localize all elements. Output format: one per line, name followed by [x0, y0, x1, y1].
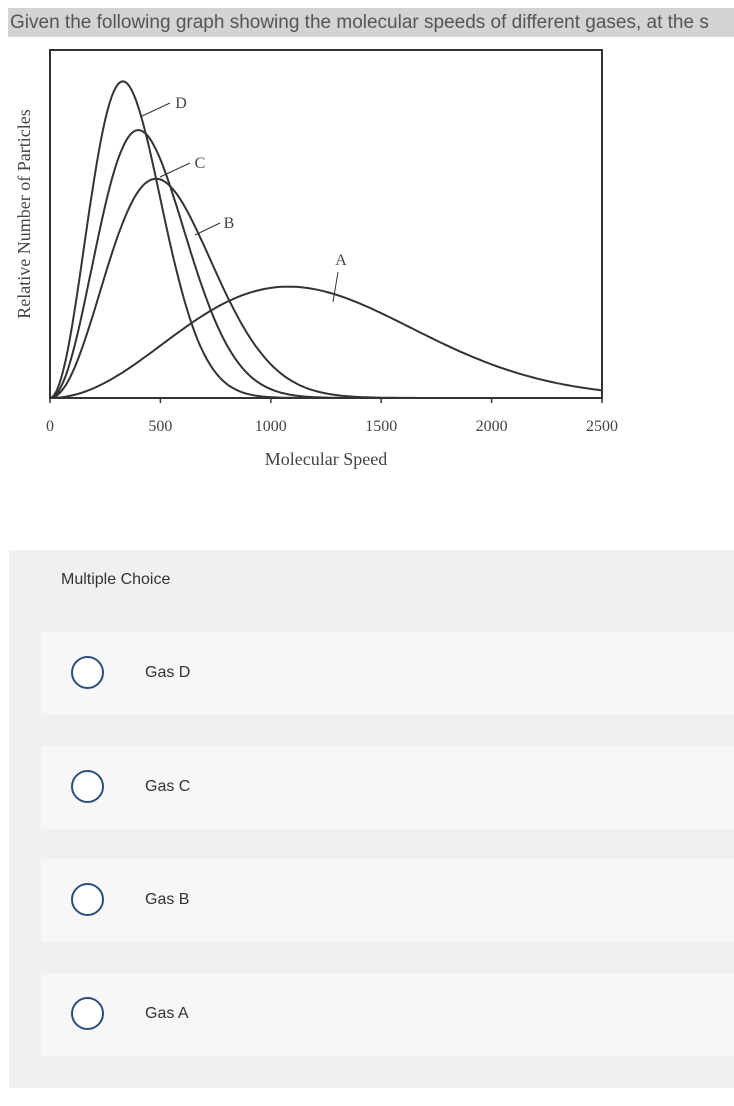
option-gas-a[interactable]: [41, 973, 734, 1056]
curve-label-leader: [333, 272, 338, 302]
option-gas-c[interactable]: [41, 746, 734, 829]
radio-button-icon[interactable]: [71, 656, 104, 689]
question-bar: [8, 8, 734, 37]
curve-label-a: A: [335, 252, 347, 269]
option-label: Gas A: [145, 1005, 189, 1022]
option-label: Gas B: [145, 891, 190, 908]
x-tick-label: 500: [148, 418, 173, 435]
x-tick-label: 1500: [365, 418, 398, 435]
multiple-choice-panel: [9, 550, 734, 1088]
curve-label-c: C: [194, 155, 206, 172]
curve-label-leader: [140, 103, 170, 117]
plot-frame: [50, 50, 602, 398]
chart-svg: [0, 40, 734, 490]
curve-d: [50, 81, 602, 398]
option-gas-d[interactable]: [41, 632, 734, 715]
x-tick-label: 2000: [475, 418, 508, 435]
multiple-choice-title: Multiple Choice: [61, 571, 171, 588]
curve-label-d: D: [175, 95, 187, 112]
y-axis-label: Relative Number of Particles: [14, 109, 34, 319]
option-label: Gas D: [145, 664, 191, 681]
option-label: Gas C: [145, 778, 191, 795]
option-gas-b[interactable]: [41, 859, 734, 942]
x-tick-label: 0: [46, 418, 54, 435]
curve-c: [50, 130, 602, 398]
curve-label-leader: [195, 223, 220, 235]
question-text: Given the following graph showing the molecular speeds of different gases, at the s: [10, 12, 709, 33]
radio-button-icon[interactable]: [71, 770, 104, 803]
x-tick-label: 1000: [254, 418, 287, 435]
curve-label-b: B: [223, 215, 235, 232]
x-axis-label: Molecular Speed: [264, 449, 388, 469]
x-tick-label: 2500: [586, 418, 618, 435]
radio-button-icon[interactable]: [71, 883, 104, 916]
speed-distribution-chart: [0, 40, 734, 490]
curve-a: [50, 287, 602, 398]
radio-button-icon[interactable]: [71, 997, 104, 1030]
